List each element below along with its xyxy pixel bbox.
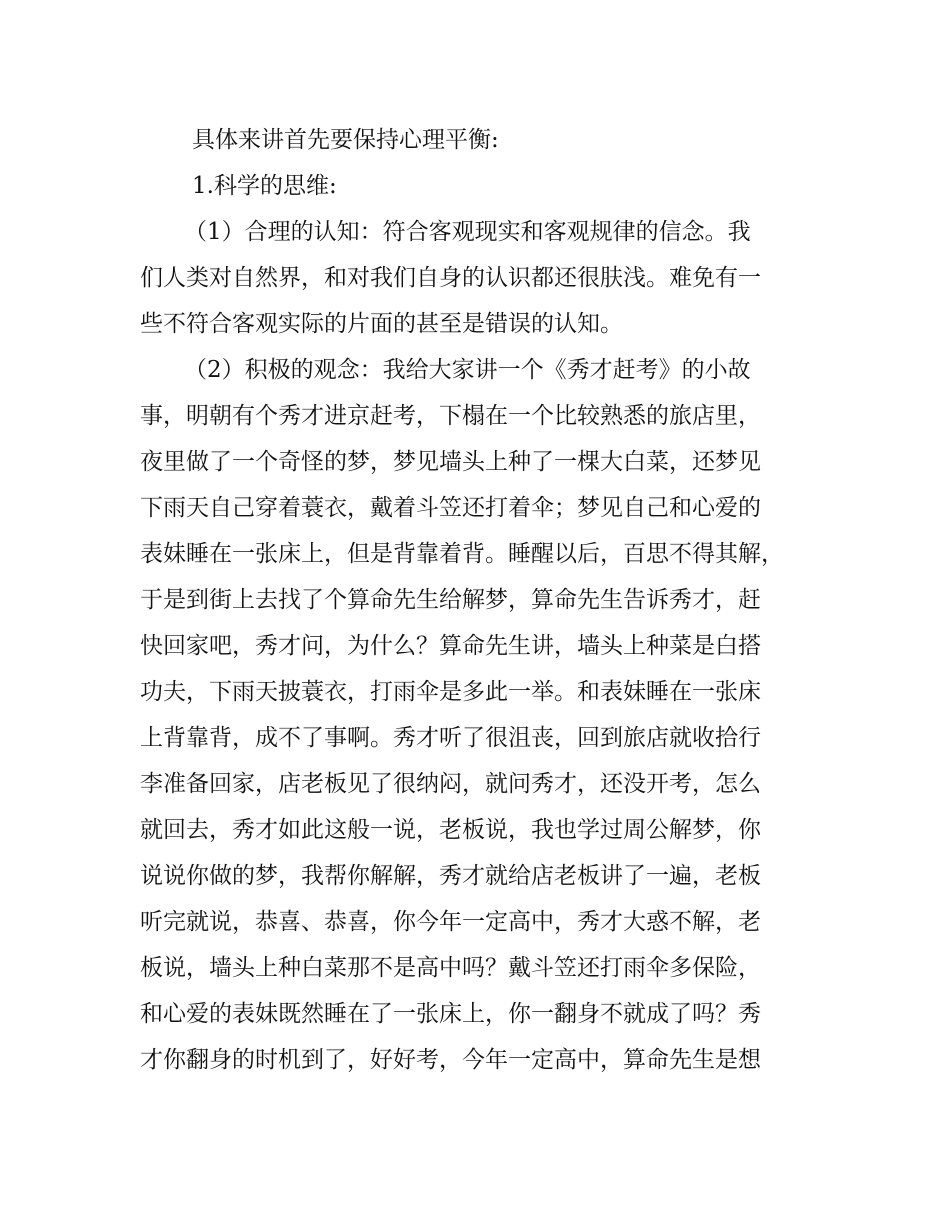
text-line: （2）积极的观念：我给大家讲一个《秀才赶考》的小故	[184, 357, 751, 383]
text-line: 听完就说，恭喜、恭喜，你今年一定高中，秀才大惑不解，老	[140, 909, 761, 935]
text-line: 1.科学的思维:	[192, 173, 337, 199]
text-line: 才你翻身的时机到了，好好考，今年一定高中，算命先生是想	[140, 1047, 761, 1073]
text-line: （1）合理的认知：符合客观现实和客观规律的信念。我	[184, 219, 751, 245]
text-line: 表妹睡在一张床上，但是背靠着背。睡醒以后，百思不得其解，	[140, 541, 784, 567]
text-line: 们人类对自然界，和对我们自身的认识都还很肤浅。难免有一	[140, 265, 761, 291]
text-line: 功夫，下雨天披蓑衣，打雨伞是多此一举。和表妹睡在一张床	[140, 679, 761, 705]
text-line: 事，明朝有个秀才进京赶考，下榻在一个比较熟悉的旅店里，	[140, 403, 761, 429]
text-line: 李准备回家，店老板见了很纳闷，就问秀才，还没开考，怎么	[140, 771, 761, 797]
text-line: 具体来讲首先要保持心理平衡:	[192, 127, 499, 153]
text-line: 快回家吧，秀才问，为什么？算命先生讲，墙头上种菜是白搭	[140, 633, 761, 659]
text-line: 和心爱的表妹既然睡在了一张床上，你一翻身不就成了吗？秀	[140, 1001, 761, 1027]
text-line: 下雨天自己穿着蓑衣，戴着斗笠还打着伞；梦见自己和心爱的	[140, 495, 761, 521]
text-line: 板说，墙头上种白菜那不是高中吗？戴斗笠还打雨伞多保险，	[140, 955, 761, 981]
text-line: 说说你做的梦，我帮你解解，秀才就给店老板讲了一遍，老板	[140, 863, 761, 889]
text-line: 于是到街上去找了个算命先生给解梦，算命先生告诉秀才，赶	[140, 587, 761, 613]
text-line: 夜里做了一个奇怪的梦，梦见墙头上种了一棵大白菜，还梦见	[140, 449, 761, 475]
text-line: 些不符合客观实际的片面的甚至是错误的认知。	[140, 311, 623, 337]
text-line: 就回去，秀才如此这般一说，老板说，我也学过周公解梦，你	[140, 817, 761, 843]
text-line: 上背靠背，成不了事啊。秀才听了很沮丧，回到旅店就收拾行	[140, 725, 761, 751]
